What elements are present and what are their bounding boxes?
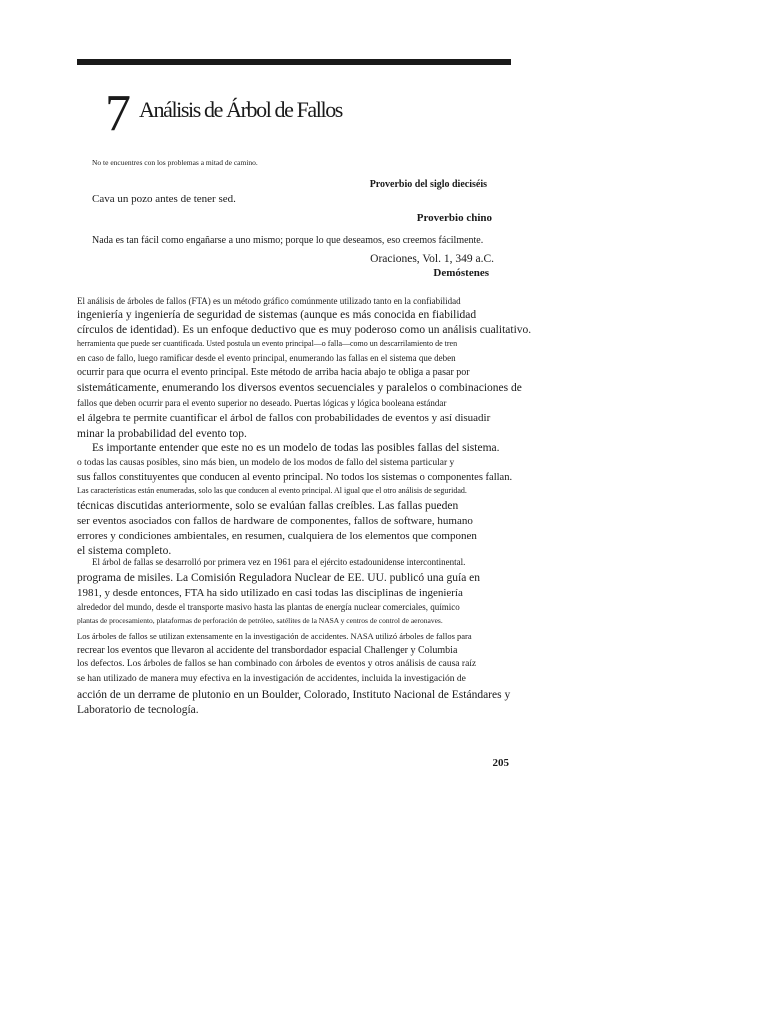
body-line: alrededor del mundo, desde el transporte masivo hasta las plantas de energía nuclear comerciales, químico — [77, 602, 460, 612]
chapter-title: Análisis de Árbol de Fallos — [139, 97, 342, 122]
body-line: recrear los eventos que llevaron al accidente del transbordador espacial Challenger y Columbia — [77, 645, 458, 656]
chapter-top-rule — [77, 59, 511, 65]
body-line: ingeniería y ingeniería de seguridad de sistemas (aunque es más conocida en fiabilidad — [77, 309, 477, 321]
body-line: el sistema completo. — [77, 545, 172, 557]
chapter-number: 7 — [105, 85, 130, 142]
body-line: ser eventos asociados con fallos de hardware de componentes, fallos de software, humano — [77, 515, 473, 527]
epigraph-source-3: Demóstenes — [433, 267, 489, 279]
body-line: acción de un derrame de plutonio en un Boulder, Colorado, Instituto Nacional de Estándares y — [77, 689, 511, 701]
body-line: se han utilizado de manera muy efectiva en la investigación de accidentes, incluida la investigación de — [77, 674, 466, 684]
body-line: o todas las causas posibles, sino más bien, un modelo de los modos de fallo del sistema particular y — [77, 458, 455, 468]
body-line: El árbol de fallas se desarrolló por primera vez en 1961 para el ejército estadounidense intercontinental. — [92, 557, 466, 567]
body-line: los defectos. Los árboles de fallos se han combinado con árboles de eventos y otros análisis de causa raíz — [77, 659, 477, 669]
body-line: técnicas discutidas anteriormente, solo se evalúan fallas creíbles. Las fallas pueden — [77, 500, 459, 512]
body-line: Los árboles de fallos se utilizan extensamente en la investigación de accidentes. NASA utilizó árboles de fallos para — [77, 631, 472, 641]
body-line: 1981, y desde entonces, FTA ha sido utilizado en casi todas las disciplinas de ingeniería — [77, 587, 463, 599]
page-number: 205 — [492, 757, 509, 769]
body-line: en caso de fallo, luego ramificar desde el evento principal, enumerando las fallas en el sistema que deben — [77, 353, 456, 363]
body-line: errores y condiciones ambientales, en resumen, cualquiera de los elementos que componen — [77, 530, 477, 542]
epigraph-source-2: Proverbio chino — [416, 212, 492, 224]
body-line: sistemáticamente, enumerando los diversos eventos secuenciales y paralelos o combinaciones de — [77, 382, 522, 394]
epigraph-quote-3: Nada es tan fácil como engañarse a uno mismo; porque lo que deseamos, eso creemos fácilmente. — [92, 235, 484, 246]
epigraph-source-1: Proverbio del siglo dieciséis — [369, 179, 487, 190]
body-line: círculos de identidad). Es un enfoque deductivo que es muy poderoso como un análisis cualitativo. — [77, 324, 532, 336]
body-line: fallos que deben ocurrir para el evento superior no deseado. Puertas lógicas y lógica booleana estándar — [77, 398, 447, 408]
epigraph-source-ref-3: Oraciones, Vol. 1, 349 a.C. — [370, 253, 494, 265]
body-line: Las características están enumeradas, solo las que conducen al evento principal. Al igual que el otro análisis de seguridad. — [77, 486, 467, 495]
body-line: Laboratorio de tecnología. — [77, 704, 199, 716]
body-line: El análisis de árboles de fallos (FTA) es un método gráfico comúnmente utilizado tanto en la confiabilidad — [77, 296, 461, 306]
body-line: herramienta que puede ser cuantificada. Usted postula un evento principal—o falla—como un descarrilamiento de tren — [77, 339, 458, 348]
body-line: minar la probabilidad del evento top. — [77, 428, 247, 440]
body-line: sus fallos constituyentes que conducen al evento principal. No todos los sistemas o componentes fallan. — [77, 472, 513, 483]
body-line: plantas de procesamiento, plataformas de perforación de petróleo, satélites de la NASA y centros de control de aeronaves. — [77, 616, 443, 625]
epigraph-quote-1: No te encuentres con los problemas a mitad de camino. — [92, 158, 258, 167]
epigraph-quote-2: Cava un pozo antes de tener sed. — [92, 193, 236, 205]
body-line: Es importante entender que este no es un modelo de todas las posibles fallas del sistema. — [92, 442, 500, 454]
body-line: programa de misiles. La Comisión Reguladora Nuclear de EE. UU. publicó una guía en — [77, 572, 481, 584]
body-line: el álgebra te permite cuantificar el árbol de fallos con probabilidades de eventos y así disuadir — [77, 412, 491, 424]
body-line: ocurrir para que ocurra el evento principal. Este método de arriba hacia abajo te obliga a pasar por — [77, 367, 470, 378]
